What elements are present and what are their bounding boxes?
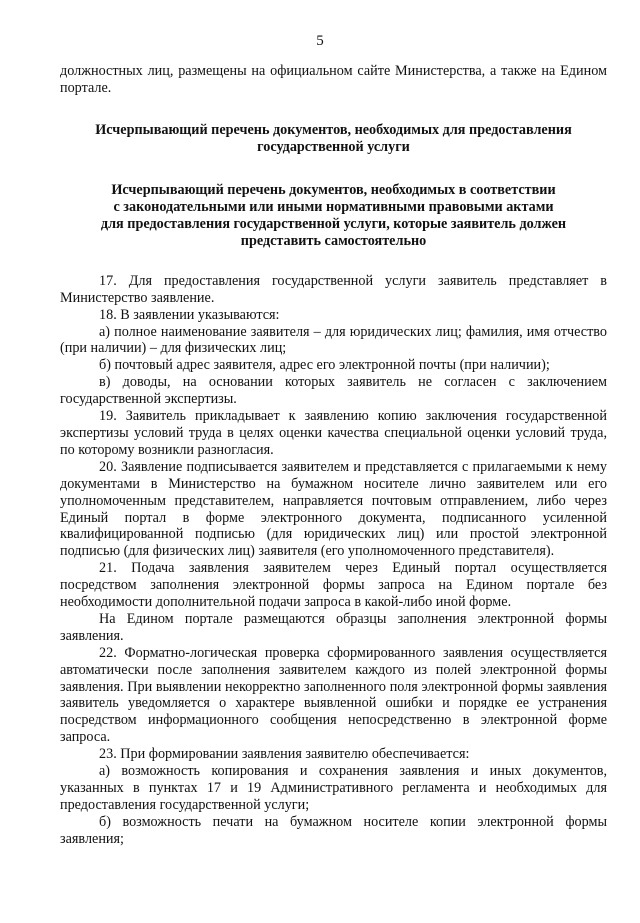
subsection-heading-line: для предоставления государственной услуги, которые заявитель должен	[100, 215, 567, 232]
subsection-heading-line: Исчерпывающий перечень документов, необходимых в соответствии	[111, 181, 556, 198]
paragraph-23-a: а) возможность копирования и сохранения заявления и иных документов, указанных в пунктах 17 и 19 Административного регламента и необходимых для предоставления государственной услуги;	[60, 763, 607, 813]
paragraph-18-v: в) доводы, на основании которых заявитель не согласен с заключением государственной экспертизы.	[60, 374, 607, 408]
paragraph-21: 21. Подача заявления заявителем через Единый портал осуществляется посредством заполнения электронной формы запроса на Едином портале без необходимости дополнительной подачи запроса в какой-либо иной форме.	[60, 560, 607, 611]
subsection-heading	[60, 182, 607, 250]
paragraph-18-b: б) почтовый адрес заявителя, адрес его электронной почты (при наличии);	[99, 357, 550, 374]
section-heading	[60, 122, 607, 156]
paragraph-20: 20. Заявление подписывается заявителем и представляется с прилагаемыми к нему документами в Министерство на бумажном носителе лично заявителем или его уполномоченным представителем, направляется почтовым отправлением, либо через Единый портал в форме электронного документа, подписанного усиленной квалифицированной подписью (для юридических лиц) или простой электронной подписью (для физических лиц) заявителя (его уполномоченного представителя).	[60, 458, 607, 560]
intro-paragraph: должностных лиц, размещены на официальном сайте Министерства, а также на Едином портале.	[60, 63, 607, 96]
section-heading-line: Исчерпывающий перечень документов, необходимых для предоставления	[95, 121, 572, 138]
subsection-heading-line: представить самостоятельно	[240, 232, 427, 249]
paragraph-22: 22. Форматно-логическая проверка сформированного заявления осуществляется автоматически после заполнения заявителем каждого из полей электронной формы заявления. При выявлении некорректно заполненного поля электронной формы заявления заявитель уведомляется о характере выявленной ошибки и порядке ее устранения посредством информационного сообщения непосредственно в электронной форме запроса.	[60, 644, 607, 746]
paragraph-21-samples: На Едином портале размещаются образцы заполнения электронной формы заявления.	[60, 610, 607, 644]
paragraph-23: 23. При формировании заявления заявителю обеспечивается:	[99, 746, 470, 763]
subsection-heading-line: с законодательными или иными нормативными правовыми актами	[113, 198, 554, 215]
document-body	[60, 63, 607, 848]
paragraph-23-b: б) возможность печати на бумажном носителе копии электронной формы заявления;	[60, 813, 607, 847]
paragraph-18: 18. В заявлении указываются:	[99, 306, 280, 323]
page-number: 5	[316, 33, 324, 49]
paragraph-17: 17. Для предоставления государственной услуги заявитель представляет в Министерство заявление.	[60, 272, 607, 306]
paragraph-19: 19. Заявитель прикладывает к заявлению копию заключения государственной экспертизы условий труда в целях оценки качества специальной оценки условий труда, по которому возникли разногласия.	[60, 408, 607, 458]
paragraph-18-a: а) полное наименование заявителя – для юридических лиц; фамилия, имя отчество (при наличии) – для физических лиц;	[60, 323, 607, 357]
section-heading-line: государственной услуги	[257, 138, 410, 155]
